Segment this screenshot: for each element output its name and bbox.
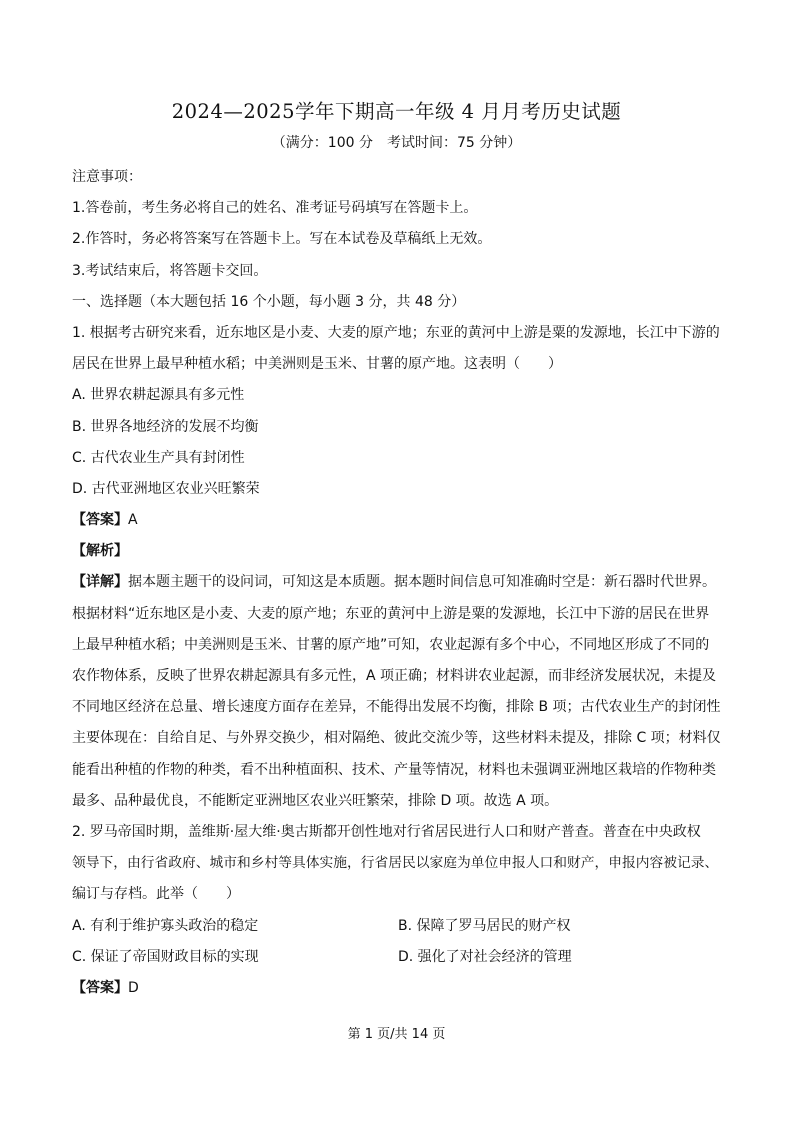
page-number: 第 1 页/共 14 页 (347, 1027, 446, 1042)
q1-analysis-tag (72, 536, 724, 567)
q2-answer (72, 973, 724, 1004)
notice-heading: 注意事项： (72, 169, 142, 185)
q2-option-d: D. 强化了对社会经济的管理 (398, 948, 572, 965)
q1-detail-line: 最多、品种最优良，不能断定亚洲地区农业兴旺繁荣，排除 D 项。故选 A 项。 (72, 792, 559, 809)
q2-option-b: B. 保障了罗马居民的财产权 (398, 917, 571, 934)
section-heading: 一、选择题（本大题包括 16 个小题，每小题 3 分，共 48 分） (72, 293, 466, 310)
q1-stem-line: 居民在世界上最早种植水稻；中美洲则是玉米、甘薯的原产地。这表明（ ） (72, 356, 562, 373)
q2-stem-line: 编订与存档。此举（ ） (72, 886, 240, 903)
q1-detail-line: 主要体现在：自给自足、与外界交换少，相对隔绝、彼此交流少等，这些材料未提及，排除 C 项；材料仅 (72, 730, 721, 747)
q1-option-c: C. 古代农业生产具有封闭性 (72, 449, 245, 466)
q1-detail-line: 农作物体系，反映了世界农耕起源具有多元性，A 项正确；材料讲农业起源，而非经济发展状况，未提及 (72, 668, 717, 684)
q1-answer (72, 505, 724, 536)
answer-tag: 【答案】 (72, 979, 128, 996)
q1-detail-line (72, 567, 724, 598)
analysis-tag: 【解析】 (72, 543, 128, 560)
answer-value: D (128, 979, 139, 996)
answer-value: A (128, 512, 138, 529)
q1-detail-line: 不同地区经济在总量、增长速度方面存在差异，不能得出发展不均衡，排除 B 项；古代农业生产的封闭性 (72, 699, 721, 716)
notice-item: 2.作答时，务必将答案写在答题卡上。写在本试卷及草稿纸上无效。 (72, 231, 492, 248)
detail-tag: 【详解】 (72, 574, 128, 591)
q2-option-c: C. 保证了帝国财政目标的实现 (72, 948, 259, 965)
q1-detail-line: 上最早种植水稻；中美洲则是玉米、甘薯的原产地”可知，农业起源有多个中心，不同地区形成了不同的 (72, 636, 710, 653)
answer-tag: 【答案】 (72, 512, 128, 529)
q1-option-d: D. 古代亚洲地区农业兴旺繁荣 (72, 480, 260, 497)
q1-detail-line: 根据材料“近东地区是小麦、大麦的原产地；东亚的黄河中上游是粟的发源地，长江中下游的居民在世界 (72, 605, 710, 622)
q2-options-row (72, 911, 724, 942)
q2-option-a: A. 有利于维护寡头政治的稳定 (72, 917, 259, 934)
q1-option-b: B. 世界各地经济的发展不均衡 (72, 418, 259, 435)
notice-item: 1.答卷前，考生务必将自己的姓名、准考证号码填写在答题卡上。 (72, 200, 478, 217)
exam-subtitle: （满分：100 分 考试时间：75 分钟） (271, 135, 522, 151)
detail-text: 据本题主题干的设问词，可知这是本质题。据本题时间信息可知准确时空是：新石器时代世界。 (128, 574, 716, 591)
q1-detail-line: 能看出种植的作物的种类，看不出种植面积、技术、产量等情况，材料也未强调亚洲地区栽培的作物种类 (72, 761, 716, 778)
exam-title: 2024—2025学年下期高一年级 4 月月考历史试题 (171, 100, 622, 123)
q1-option-a: A. 世界农耕起源具有多元性 (72, 387, 245, 404)
exam-body (72, 162, 724, 1004)
q2-stem-line: 2. 罗马帝国时期，盖维斯·屋大维·奥古斯都开创性地对行省居民进行人口和财产普查。普查在中央政权 (72, 823, 701, 840)
q1-stem-line: 1. 根据考古研究来看，近东地区是小麦、大麦的原产地；东亚的黄河中上游是粟的发源地，长江中下游的 (72, 324, 720, 341)
q2-stem-line: 领导下，由行省政府、城市和乡村等具体实施，行省居民以家庭为单位申报人口和财产，申报内容被记录、 (72, 855, 719, 872)
q2-options-row (72, 942, 724, 973)
notice-item: 3.考试结束后，将答题卡交回。 (72, 262, 268, 279)
